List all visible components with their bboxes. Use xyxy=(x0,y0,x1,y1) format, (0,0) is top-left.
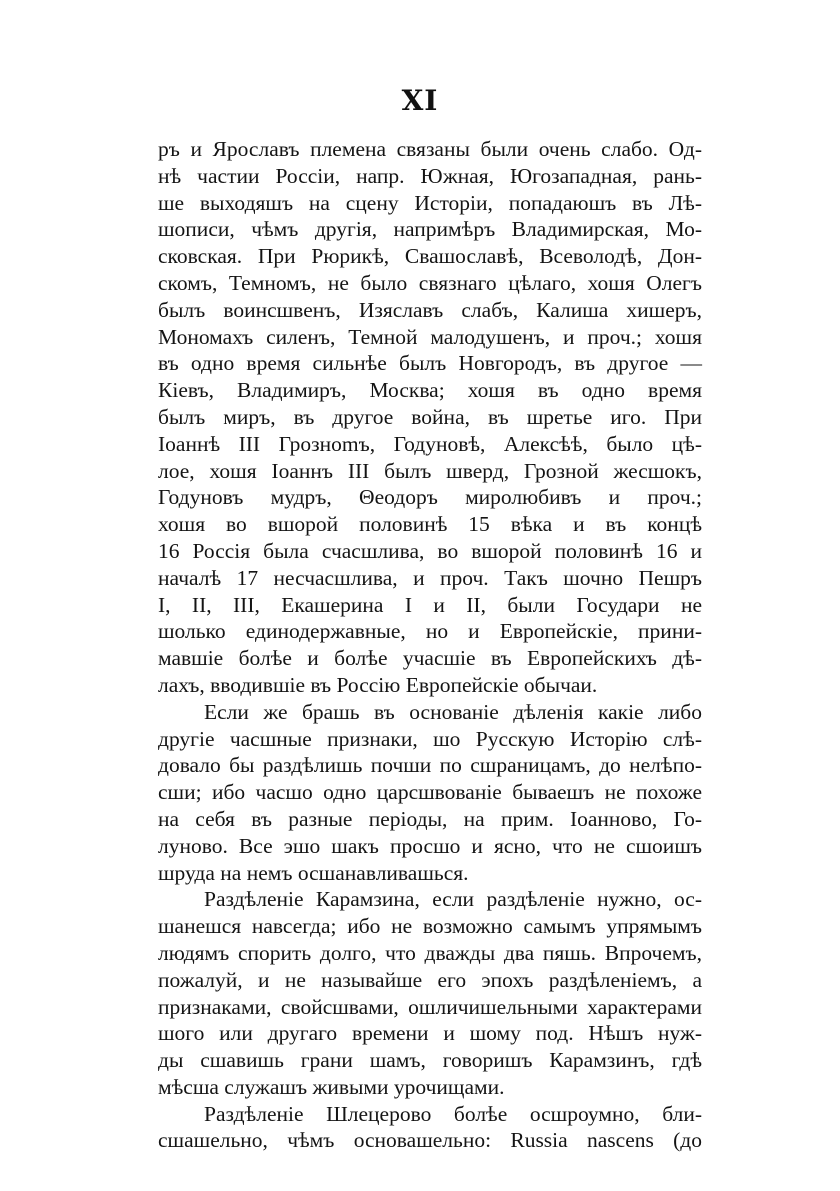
text-line: сковская. При Рюрикѣ, Свашославѣ, Всеволодѣ, Дон- xyxy=(158,244,702,269)
text-line: довало бы раздѣлишь почши по сшраницамъ, до нелѣпо- xyxy=(158,753,702,778)
text-line: 16 Россія была счасшлива, во вшорой половинѣ 16 и xyxy=(158,538,702,563)
text-line: Мономахъ силенъ, Темной малодушенъ, и проч.; хошя xyxy=(158,324,702,349)
text-line: началѣ 17 несчасшлива, и проч. Такъ шочно Пешръ xyxy=(158,565,702,590)
body-text xyxy=(158,136,702,1154)
text-line: шого или другаго времени и шому под. Нѣшъ нуж- xyxy=(158,1021,702,1046)
text-line: лое, хошя Іоаннъ III былъ шверд, Грозной жесшокъ, xyxy=(158,458,702,483)
text-line: шанешся навсегда; ибо не возможно самымъ упрямымъ xyxy=(158,914,702,939)
text-line: нѣ частии Россіи, напр. Южная, Югозападная, рань- xyxy=(158,163,702,188)
text-line: мѣсша служашъ живыми урочищами. xyxy=(158,1074,505,1099)
page-number: XI xyxy=(401,84,439,117)
text-line: шруда на немъ осшанавливашься. xyxy=(158,860,469,885)
text-line: былъ воинсшвенъ, Изяславъ слабъ, Калиша хишеръ, xyxy=(158,297,702,322)
text-line: пожалуй, и не называйше его эпохъ раздѣленіемъ, а xyxy=(158,967,702,992)
text-line: шописи, чѣмъ другія, напримѣръ Владимирская, Мо- xyxy=(158,217,702,242)
text-line: I, II, III, Екашерина I и II, были Государи не xyxy=(158,592,702,617)
text-line: луново. Все эшо шакъ просшо и ясно, что не сшоишъ xyxy=(158,833,702,858)
text-line: другіе часшные признаки, шо Русскую Исторію слѣ- xyxy=(158,726,702,751)
text-line: въ одно время сильнѣе былъ Новгородъ, въ другое — xyxy=(158,351,702,376)
text-line: признаками, свойсшвами, ошличишельными характерами xyxy=(158,994,702,1019)
text-line: Кіевъ, Владимиръ, Москва; хошя въ одно время xyxy=(158,378,702,403)
text-line: ды сшавишь грани шамъ, говоришъ Карамзинъ, гдѣ xyxy=(158,1048,702,1073)
text-line: Іоаннѣ III Грознomъ, Годуновѣ, Алексѣѣ, было цѣ- xyxy=(158,431,702,456)
text-line: на себя въ разные періоды, на прим. Іоанново, Го- xyxy=(158,806,702,831)
text-line: ше выходяшъ на сцену Исторіи, попадаюшъ въ Лѣ- xyxy=(158,190,702,215)
text-line: ръ и Ярославъ племена связаны были очень слабо. Од- xyxy=(158,137,702,161)
text-line: Раздѣленіе Карамзина, если раздѣленіе нужно, ос- xyxy=(204,887,702,912)
text-line: скомъ, Темномъ, не было связнаго цѣлаго, хошя Олегъ xyxy=(158,270,702,295)
text-line: лахъ, вводившіе въ Россію Европейскіе обычаи. xyxy=(158,672,598,697)
text-line: шолько единодержавные, но и Европейскіе, прини- xyxy=(158,619,702,644)
text-line: Раздѣленіе Шлецерово болѣе осшроумно, бли- xyxy=(204,1101,702,1126)
text-line: Годуновъ мудръ, Θеодоръ миролюбивъ и проч.; xyxy=(158,485,702,510)
text-line: Если же брашь въ основаніе дѣленія какіе либо xyxy=(204,699,702,724)
text-line: хошя во вшорой половинѣ 15 вѣка и въ концѣ xyxy=(158,512,702,537)
text-line: сшашельно, чѣмъ основашельно: Russia nascens (до xyxy=(158,1128,702,1153)
text-line: сши; ибо часшо одно царсшвованіе бываешъ не похоже xyxy=(158,780,702,805)
text-line: мавшіе болѣе и болѣе учасшіе въ Европейскихъ дѣ- xyxy=(158,646,702,671)
text-line: былъ миръ, въ другое война, въ шретье иго. При xyxy=(158,404,702,429)
text-line: людямъ спорить долго, что дважды два пяшь. Впрочемъ, xyxy=(158,940,702,965)
